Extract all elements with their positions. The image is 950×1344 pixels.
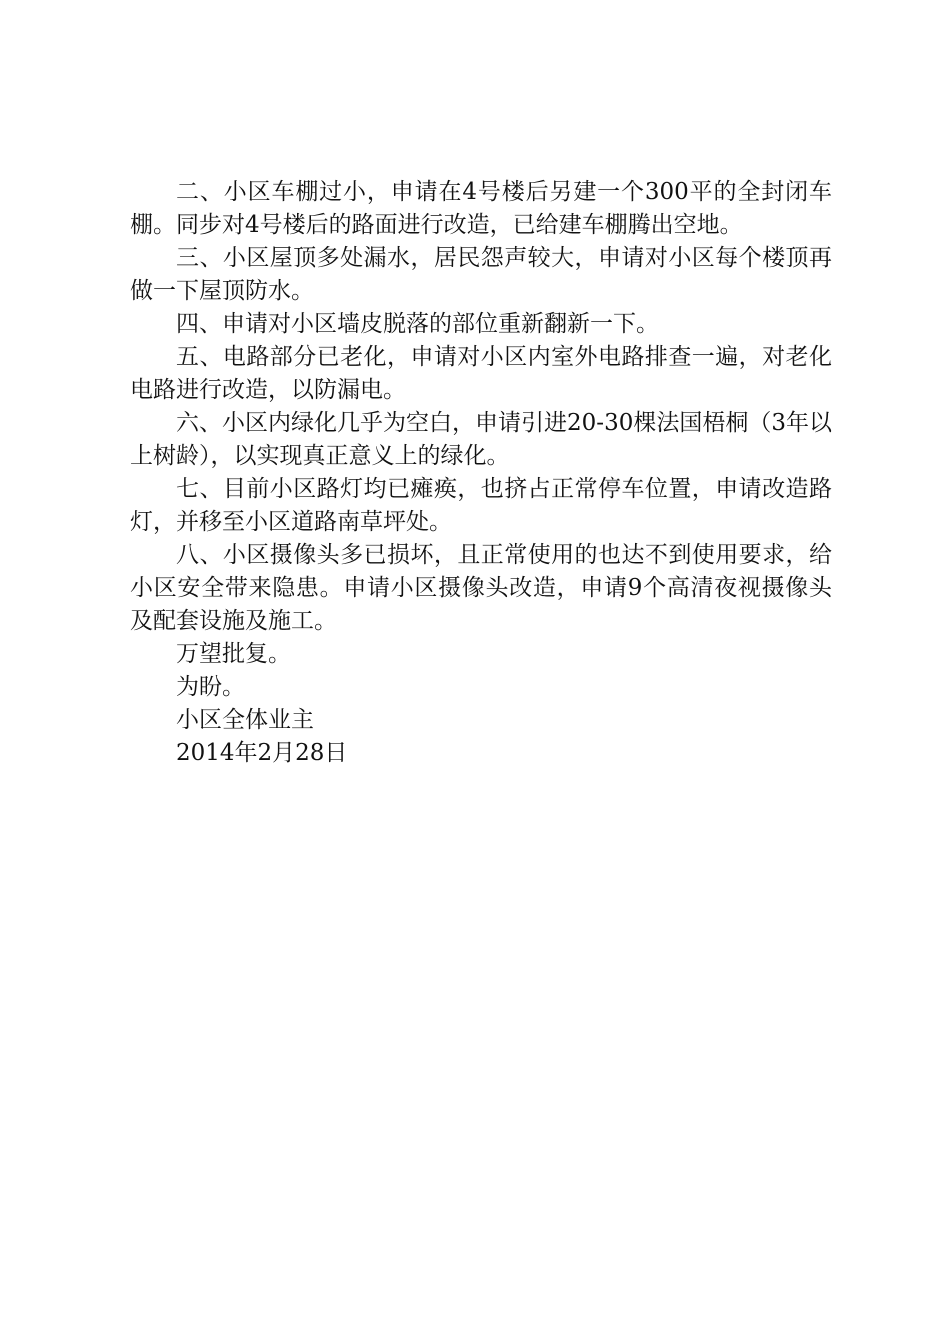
closing-hope: 为盼。 <box>176 674 245 700</box>
paragraph-item-5: 五、电路部分已老化，申请对小区内室外电路排查一遍，对老化电路进行改造，以防漏电。 <box>130 344 832 403</box>
document-body <box>130 176 832 770</box>
document-date: 2014年2月28日 <box>176 740 348 766</box>
closing-request: 万望批复。 <box>176 641 291 667</box>
paragraph-item-4: 四、申请对小区墙皮脱落的部位重新翻新一下。 <box>176 311 659 337</box>
paragraph-item-7: 七、目前小区路灯均已瘫痪，也挤占正常停车位置，申请改造路灯，并移至小区道路南草坪处。 <box>130 476 832 535</box>
paragraph-item-2: 二、小区车棚过小，申请在4号楼后另建一个300平的全封闭车棚。同步对4号楼后的路面进行改造，已给建车棚腾出空地。 <box>130 179 832 238</box>
signature: 小区全体业主 <box>176 707 314 733</box>
paragraph-item-3: 三、小区屋顶多处漏水，居民怨声较大，申请对小区每个楼顶再做一下屋顶防水。 <box>130 245 832 304</box>
paragraph-item-8: 八、小区摄像头多已损坏，且正常使用的也达不到使用要求，给小区安全带来隐患。申请小区摄像头改造，申请9个高清夜视摄像头及配套设施及施工。 <box>130 542 832 634</box>
paragraph-item-6: 六、小区内绿化几乎为空白，申请引进20-30棵法国梧桐（3年以上树龄），以实现真正意义上的绿化。 <box>130 410 832 469</box>
